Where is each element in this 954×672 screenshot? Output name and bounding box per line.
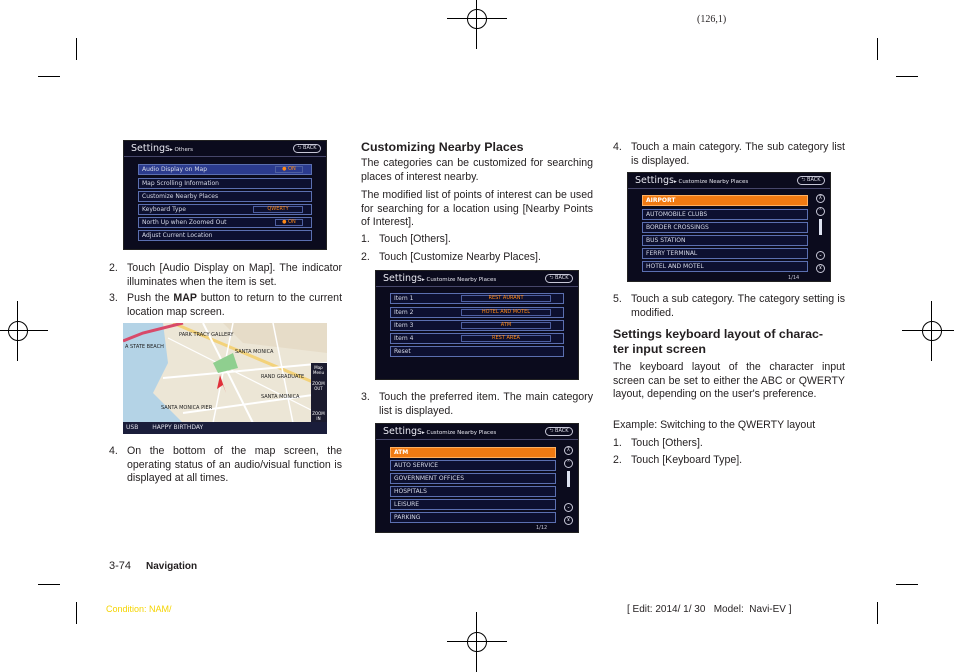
settings-others-screenshot [123, 140, 327, 250]
row-keyboard-type: Keyboard Type QWERTY [138, 204, 312, 215]
col2-para2: The modified list of points of interest can be used for searching for a location using [Nearby Points of Interest]. [361, 189, 593, 229]
row-hotel-motel: HOTEL AND MOTEL [642, 261, 808, 272]
scroll-up-icon: ⌃ [816, 207, 825, 216]
row-reset: Reset [390, 346, 564, 357]
back-button: ⮌ BACK [797, 176, 825, 185]
zoom-out-button: ZOOM OUT [312, 381, 325, 391]
sub-category-screenshot: Settings▸ Customize Nearby Places ⮌ BACK AIRPORT AUTOMOBILE CLUBS BORDER CROSSINGS BUS STATION FERRY TERMINAL HOTEL AND MOTEL ⊼ ⌃ ⌄ ⊻ 1/14 [627, 172, 831, 282]
row-parking: PARKING [390, 512, 556, 523]
row-leisure: LEISURE [390, 499, 556, 510]
row-north-up: North Up when Zoomed Out ● ON [138, 217, 312, 228]
screen-title: Settings [131, 143, 170, 154]
scrollbar [819, 219, 822, 235]
map-label: RAND GRADUATE [261, 374, 305, 380]
zoom-in-button: ZOOM IN [312, 411, 325, 421]
row-item-2: Item 2 HOTEL AND MOTEL [390, 307, 564, 318]
crop-mark [76, 38, 77, 60]
col3-example: Example: Switching to the QWERTY layout [613, 419, 816, 431]
back-button: ⮌ BACK [545, 427, 573, 436]
page-number: 3-74 [109, 560, 132, 572]
page-indicator: 1/12 [536, 525, 548, 531]
scrollbar [567, 471, 570, 487]
map-label: SANTA MONICA [235, 349, 274, 355]
row-atm: ATM [390, 447, 556, 458]
row-customize-nearby: Customize Nearby Places [138, 191, 312, 202]
row-government: GOVERNMENT OFFICES [390, 473, 556, 484]
map-label: A STATE BEACH [125, 344, 164, 350]
heading-customizing-nearby: Customizing Nearby Places [361, 140, 524, 154]
crop-mark [896, 76, 918, 77]
edit-info: [ Edit: 2014/ 1/ 30 Model: Navi-EV ] [627, 604, 792, 615]
scroll-up-icon: ⌃ [564, 459, 573, 468]
screen-crumb: ▸ Others [169, 147, 193, 153]
row-hospitals: HOSPITALS [390, 486, 556, 497]
col3-para1: The keyboard layout of the character input screen can be set to either the ABC or QWERTY layout, depending on the user's preference. [613, 361, 845, 401]
map-screenshot [123, 323, 327, 434]
row-item-4: Item 4 REST AREA [390, 333, 564, 344]
audio-track: HAPPY BIRTHDAY [152, 424, 204, 431]
registration-mark [902, 301, 954, 361]
map-label: SANTA MONICA [261, 394, 300, 400]
page-up-icon: ⊼ [816, 194, 825, 203]
row-audio-display: Audio Display on Map ● ON [138, 164, 312, 175]
row-map-scrolling: Map Scrolling Information [138, 178, 312, 189]
audio-status-bar [123, 422, 327, 434]
page-up-icon: ⊼ [564, 446, 573, 455]
page-down-icon: ⊻ [564, 516, 573, 525]
back-button: ⮌ BACK [545, 274, 573, 283]
registration-mark [447, 612, 507, 672]
row-auto-service: AUTO SERVICE [390, 460, 556, 471]
row-item-1: Item 1 REST AURANT [390, 293, 564, 304]
customize-nearby-screenshot: Settings▸ Customize Nearby Places ⮌ BACK Item 1 REST AURANT Item 2 HOTEL AND MOTEL Item 3 ATM Item 4 REST AREA Reset [375, 270, 579, 380]
scroll-down-icon: ⌄ [564, 503, 573, 512]
header-code: (126,1) [697, 14, 727, 25]
back-button: ⮌ BACK [293, 144, 321, 153]
registration-mark [0, 301, 48, 361]
page-indicator: 1/14 [788, 275, 800, 281]
map-label: SANTA MONICA PIER [161, 405, 213, 411]
main-category-screenshot: Settings▸ Customize Nearby Places ⮌ BACK ATM AUTO SERVICE GOVERNMENT OFFICES HOSPITALS LEISURE PARKING ⊼ ⌃ ⌄ ⊻ 1/12 [375, 423, 579, 533]
crop-mark [38, 76, 60, 77]
map-menu-button: Map Menu [313, 365, 324, 375]
row-ferry-terminal: FERRY TERMINAL [642, 248, 808, 259]
row-automobile-clubs: AUTOMOBILE CLUBS [642, 209, 808, 220]
scroll-down-icon: ⌄ [816, 251, 825, 260]
col2-para1: The categories can be customized for searching places of interest nearby. [361, 157, 593, 183]
crop-mark [896, 584, 918, 585]
row-border-crossings: BORDER CROSSINGS [642, 222, 808, 233]
heading-keyboard-layout: Settings keyboard layout of charac- ter input screen [613, 327, 824, 356]
row-bus-station: BUS STATION [642, 235, 808, 246]
audio-source: USB [126, 424, 139, 431]
registration-mark [447, 0, 507, 49]
section-name: Navigation [146, 561, 198, 572]
map-label: PARK TRACY GALLERY [179, 332, 234, 338]
page-down-icon: ⊻ [816, 264, 825, 273]
row-adjust-location: Adjust Current Location [138, 230, 312, 241]
map-button-ref: MAP [173, 292, 197, 304]
crop-mark [38, 584, 60, 585]
crop-mark [877, 38, 878, 60]
crop-mark [76, 602, 77, 624]
row-airport: AIRPORT [642, 195, 808, 206]
condition-label: Condition: NAM/ [106, 604, 172, 614]
row-item-3: Item 3 ATM [390, 320, 564, 331]
crop-mark [877, 602, 878, 624]
